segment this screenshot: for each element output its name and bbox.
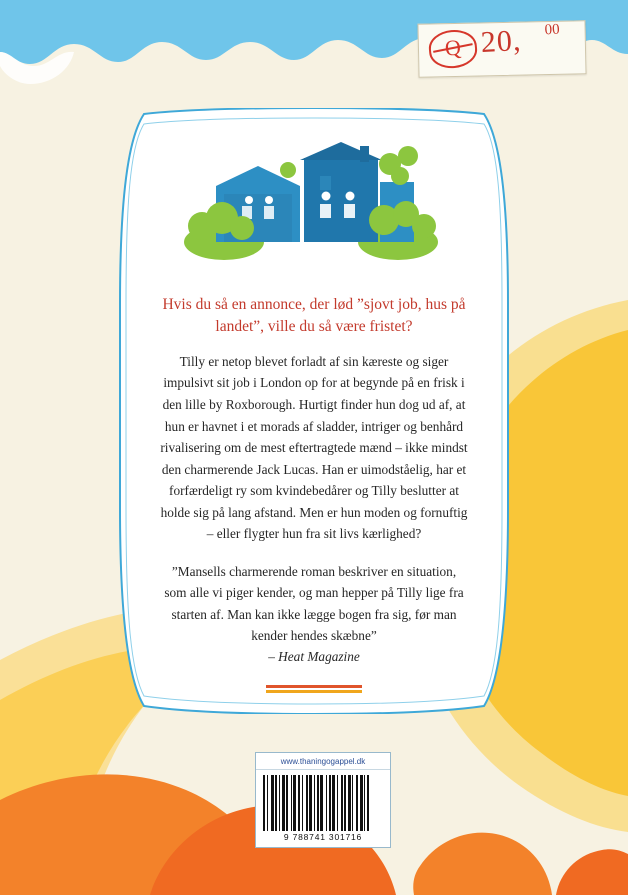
- stamp-icon: [427, 28, 478, 70]
- rule-yellow: [266, 690, 362, 693]
- barcode-block: [255, 752, 391, 848]
- price-value: 20,: [479, 23, 523, 60]
- price-sticker: [417, 20, 586, 78]
- price-decimals: 00: [544, 21, 561, 39]
- publisher-url: www.thaningogappel.dk: [256, 753, 390, 770]
- cover-headline: Hvis du så en annonce, der lød ”sjovt job, hus på landet”, ville du så være fristet?: [162, 296, 466, 336]
- press-quote-source: – Heat Magazine: [268, 648, 360, 664]
- barcode-bars: [263, 775, 383, 831]
- press-quote: ”Mansells charmerende roman beskriver en situation, som alle vi piger kender, og man hepper på Tilly lige fra starten af. Man kan ikke lægge bogen fra sig, før man kender hendes skæbne”: [164, 563, 464, 644]
- decorative-rule: [266, 685, 362, 693]
- rule-orange: [266, 685, 362, 688]
- isbn-number: 9 788741 301716: [283, 832, 363, 842]
- village-icon: [184, 130, 444, 270]
- cover-blurb: Tilly er netop blevet forladt af sin kæreste og siger impulsivt sit job i London op for at begynde på en frisk i den lille by Roxborough. Hurtigt finder hun dog ud af, at hun er havnet i et morads af sladder, intriger og benhård rivalisering om de mest eftertragtede mænd – ikke mindst den charmerende Jack Lucas. Han er uimodståelig, har et forfærdeligt ry som kvindebedårer og Tilly beslutter at holde sig på lang afstand. Men er hun moden og fornuftig – eller flygter hun fra sit livs kærlighed?: [160, 353, 468, 542]
- house-illustration: [152, 130, 476, 280]
- stamp-glyph: Q: [443, 34, 462, 61]
- cover-text-panel: [118, 108, 510, 714]
